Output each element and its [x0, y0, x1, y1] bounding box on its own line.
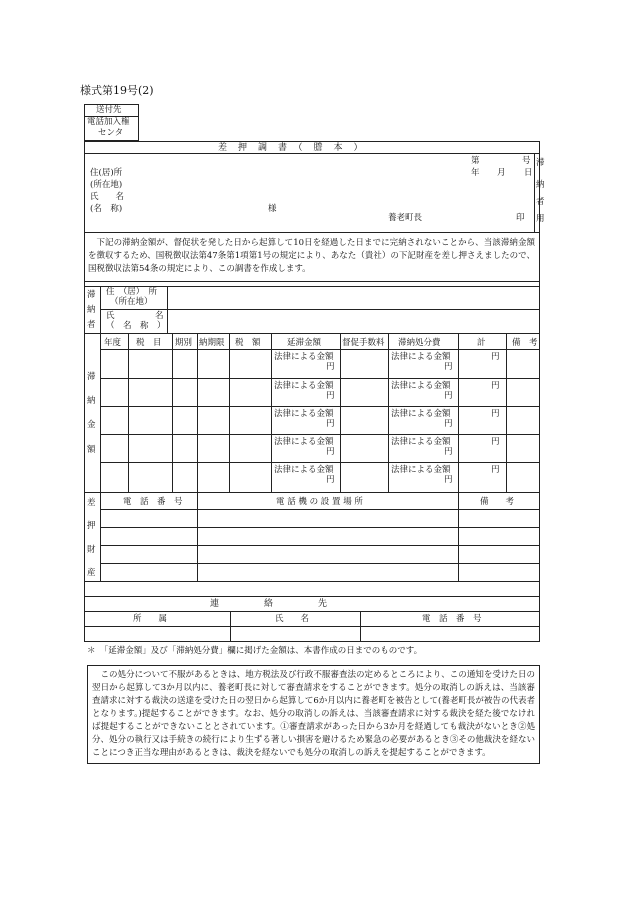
yen-total-2: 円	[491, 381, 500, 391]
yen-late-5: 円	[326, 475, 335, 485]
doc-go: 号	[522, 156, 531, 166]
form-outer	[84, 141, 540, 642]
taxpayer-name-b: 名	[155, 311, 164, 321]
law-amount-disp-3: 法律による金額	[391, 409, 451, 419]
footnote: ＊ 「延滞金額」及び「滞納処分費」欄に掲げた金額は、本書作成の日までのものです。	[87, 646, 423, 656]
yen-disp-1: 円	[444, 362, 453, 372]
property-col-note: 備 考	[480, 497, 515, 507]
form-title: 差 押 調 書 （ 謄 本 ）	[218, 143, 364, 153]
form-number: 様式第19号(2)	[80, 84, 154, 97]
sendto-line-1: 送付先	[96, 105, 122, 115]
law-amount-late-4: 法律による金額	[274, 437, 334, 447]
col-tax-amount: 税 額	[235, 338, 261, 348]
side-label-3: 者	[536, 197, 545, 207]
yen-late-3: 円	[326, 419, 335, 429]
header-addr2: (所在地)	[90, 180, 123, 190]
contact-col-dept: 所 属	[133, 614, 168, 624]
yen-disp-5: 円	[444, 475, 453, 485]
yen-disp-4: 円	[444, 447, 453, 457]
yen-total-3: 円	[491, 409, 500, 419]
header-name2: (名 称)	[90, 204, 123, 214]
side-label-2: 納	[536, 180, 545, 190]
taxpayer-addr: 住 （居） 所	[106, 287, 158, 297]
sendto-line-3: センタ	[98, 128, 124, 138]
col-late-fee: 延滞金額	[287, 338, 322, 348]
contact-col-name: 氏 名	[275, 614, 310, 624]
yen-late-2: 円	[326, 391, 335, 401]
notice-text: この処分について不服があるときは、地方税法及び行政不服審査法の定めるところにより、この通知を受けた日の翌日から起算して3か月以内に、養老町長に対して審査請求をすることができます。処分の取消しの訴えは、当該審査請求に対する裁決の送達を受けた日の翌日から起算して6か月以内に養老町を被告として(養老町長が被告の代表者となります。)提起することができます。なお、処分の取消しの訴えは、当該審査請求に対する裁決を経た後でなければ提起することができないこととされています。①審査請求があった日から3か月を経過しても裁決がないとき②処分、処分の執行又は手続きの続行により生ずる著しい損害を避けるため緊急の必要があるとき③その他裁決を経ないことにつき正当な理由があるときは、裁決を経ないでも処分の取消しの訴えを提起することができます。	[92, 670, 535, 758]
col-reminder-fee: 督促手数料	[342, 338, 385, 348]
law-amount-disp-4: 法律による金額	[391, 437, 451, 447]
header-sama: 様	[268, 204, 277, 214]
header-mayor: 養老町長	[388, 213, 423, 223]
amount-label-3: 金	[87, 420, 96, 430]
doc-tsuki: 月	[497, 168, 506, 178]
property-label-3: 財	[87, 545, 96, 555]
property-label-4: 産	[87, 568, 96, 578]
header-seal: 印	[516, 213, 525, 223]
taxpayer-addr2: （所在地）	[110, 297, 153, 307]
law-amount-disp-5: 法律による金額	[391, 465, 451, 475]
col-due-date: 納期限	[199, 338, 225, 348]
yen-late-1: 円	[326, 362, 335, 372]
law-amount-late-3: 法律による金額	[274, 409, 334, 419]
amount-label-2: 納	[87, 396, 96, 406]
law-amount-late-5: 法律による金額	[274, 465, 334, 475]
col-total: 計	[477, 338, 486, 348]
law-amount-late-1: 法律による金額	[274, 352, 334, 362]
property-label-2: 押	[87, 521, 96, 531]
yen-late-4: 円	[326, 447, 335, 457]
col-period: 期別	[175, 338, 193, 348]
amount-label-4: 額	[87, 445, 96, 455]
property-label-1: 差	[87, 498, 96, 508]
side-label-1: 滞	[536, 158, 545, 168]
col-disposal-fee: 滞納処分費	[398, 338, 441, 348]
property-col-place: 電 話 機 の 設 置 場 所	[276, 497, 363, 507]
amount-label-1: 滞	[87, 372, 96, 382]
yen-disp-3: 円	[444, 419, 453, 429]
doc-nen: 年	[471, 168, 480, 178]
property-col-phone: 電 話 番 号	[123, 497, 183, 507]
yen-disp-2: 円	[444, 391, 453, 401]
yen-total-5: 円	[491, 465, 500, 475]
yen-total-1: 円	[491, 352, 500, 362]
col-year: 年度	[104, 338, 122, 348]
law-amount-late-2: 法律による金額	[274, 381, 334, 391]
col-tax-item: 税 目	[136, 338, 162, 348]
law-amount-disp-2: 法律による金額	[391, 381, 451, 391]
sendto-line-2: 電話加入権	[87, 117, 130, 127]
yen-total-4: 円	[491, 437, 500, 447]
contact-col-phone: 電 話 番 号	[422, 614, 482, 624]
law-amount-disp-1: 法律による金額	[391, 352, 451, 362]
taxpayer-name2: （ 名 称 ）	[106, 321, 166, 331]
doc-dai: 第	[471, 156, 480, 166]
taxpayer-label-1: 滞	[87, 290, 96, 300]
header-addr: 住(居)所	[90, 168, 123, 178]
header-name: 氏 名	[90, 192, 125, 202]
col-remarks: 備 考	[512, 338, 538, 348]
taxpayer-name-a: 氏	[106, 311, 115, 321]
side-label-4: 用	[536, 214, 545, 224]
doc-hi: 日	[524, 168, 533, 178]
intro-text: 下記の滞納金額が、督促状を発した日から起算して10日を経過した日までに完納されないことから、当該滞納金額を徴収するため、国税徴収法第47条第1項第1号の規定により、あなた（貴社）の下記財産を差し押さえましたので、国税徴収法第54条の規定により、この調書を作成します。	[88, 238, 535, 274]
taxpayer-label-2: 納	[87, 305, 96, 315]
taxpayer-label-3: 者	[87, 320, 96, 330]
contact-title: 連 絡 先	[210, 599, 328, 609]
